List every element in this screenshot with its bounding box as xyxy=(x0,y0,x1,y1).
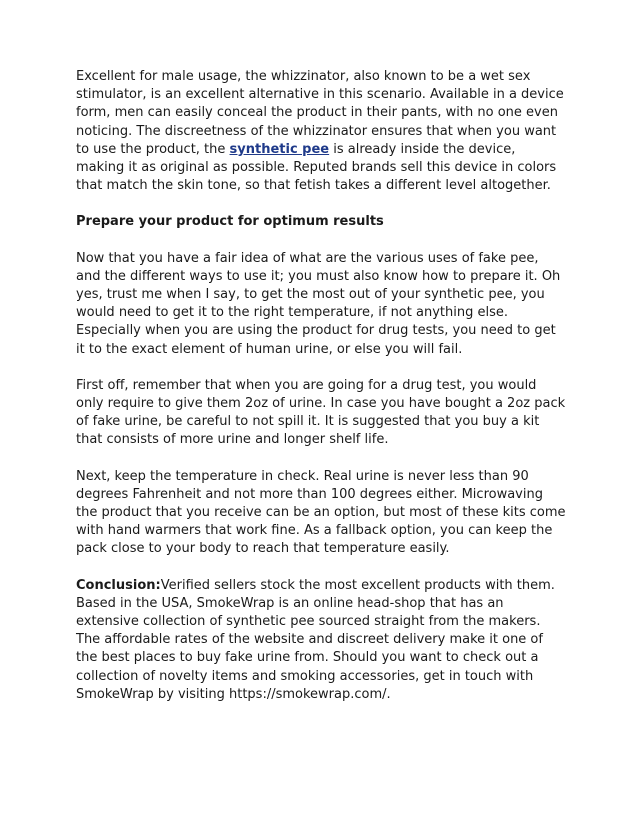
paragraph-drug-test: First off, remember that when you are going for a drug test, you would only require to give them 2oz of urine. In case you have bought a 2oz pack of fake urine, be careful to not spill it. It is suggested that you buy a kit that consists of more urine and longer shelf life. xyxy=(76,377,566,448)
paragraph-temperature: Next, keep the temperature in check. Real urine is never less than 90 degrees Fahrenheit and not more than 100 degrees either. Microwaving the product that you receive can be an option, but most of these kits come with hand warmers that work fine. As a fallback option, you can keep the pack close to your body to reach that temperature easily. xyxy=(76,468,566,557)
paragraph-preparation: Now that you have a fair idea of what are the various uses of fake pee, and the different ways to use it; you must also know how to prepare it. Oh yes, trust me when I say, to get the most out of your synthetic pee, you would need to get it to the right temperature, if not anything else. Especially when you are using the product for drug tests, you need to get it to the exact element of human urine, or else you will fail. xyxy=(76,250,561,357)
paragraph-text: is already inside the device, making it as original as possible. Reputed brands sell this device in colors that match the skin tone, so that fetish takes a different level altogether. xyxy=(76,141,557,194)
section-heading: Prepare your product for optimum results xyxy=(76,214,384,230)
document-page xyxy=(76,68,566,722)
paragraph-whizzinator xyxy=(76,68,566,195)
synthetic-pee-link[interactable]: synthetic pee xyxy=(229,141,330,157)
paragraph-text: Excellent for male usage, the whizzinator, also known to be a wet sex stimulator, is an excellent alternative in this scenario. Available in a device form, men can easily conceal the product in their pants, with no one even noticing. The discreetness of the whizzinator ensures that when you want to use the product, the xyxy=(76,69,564,157)
paragraph-conclusion xyxy=(76,577,566,704)
conclusion-text: Verified sellers stock the most excellent products with them. Based in the USA, SmokeWrap is an online head-shop that has an extensive collection of synthetic pee sourced straight from the makers. The affordable rates of the website and discreet delivery make it one of the best places to buy fake urine from. Should you want to check out a collection of novelty items and smoking accessories, get in touch with SmokeWrap by visiting https://smokewrap.com/. xyxy=(76,577,555,702)
conclusion-label: Conclusion: xyxy=(76,577,161,593)
